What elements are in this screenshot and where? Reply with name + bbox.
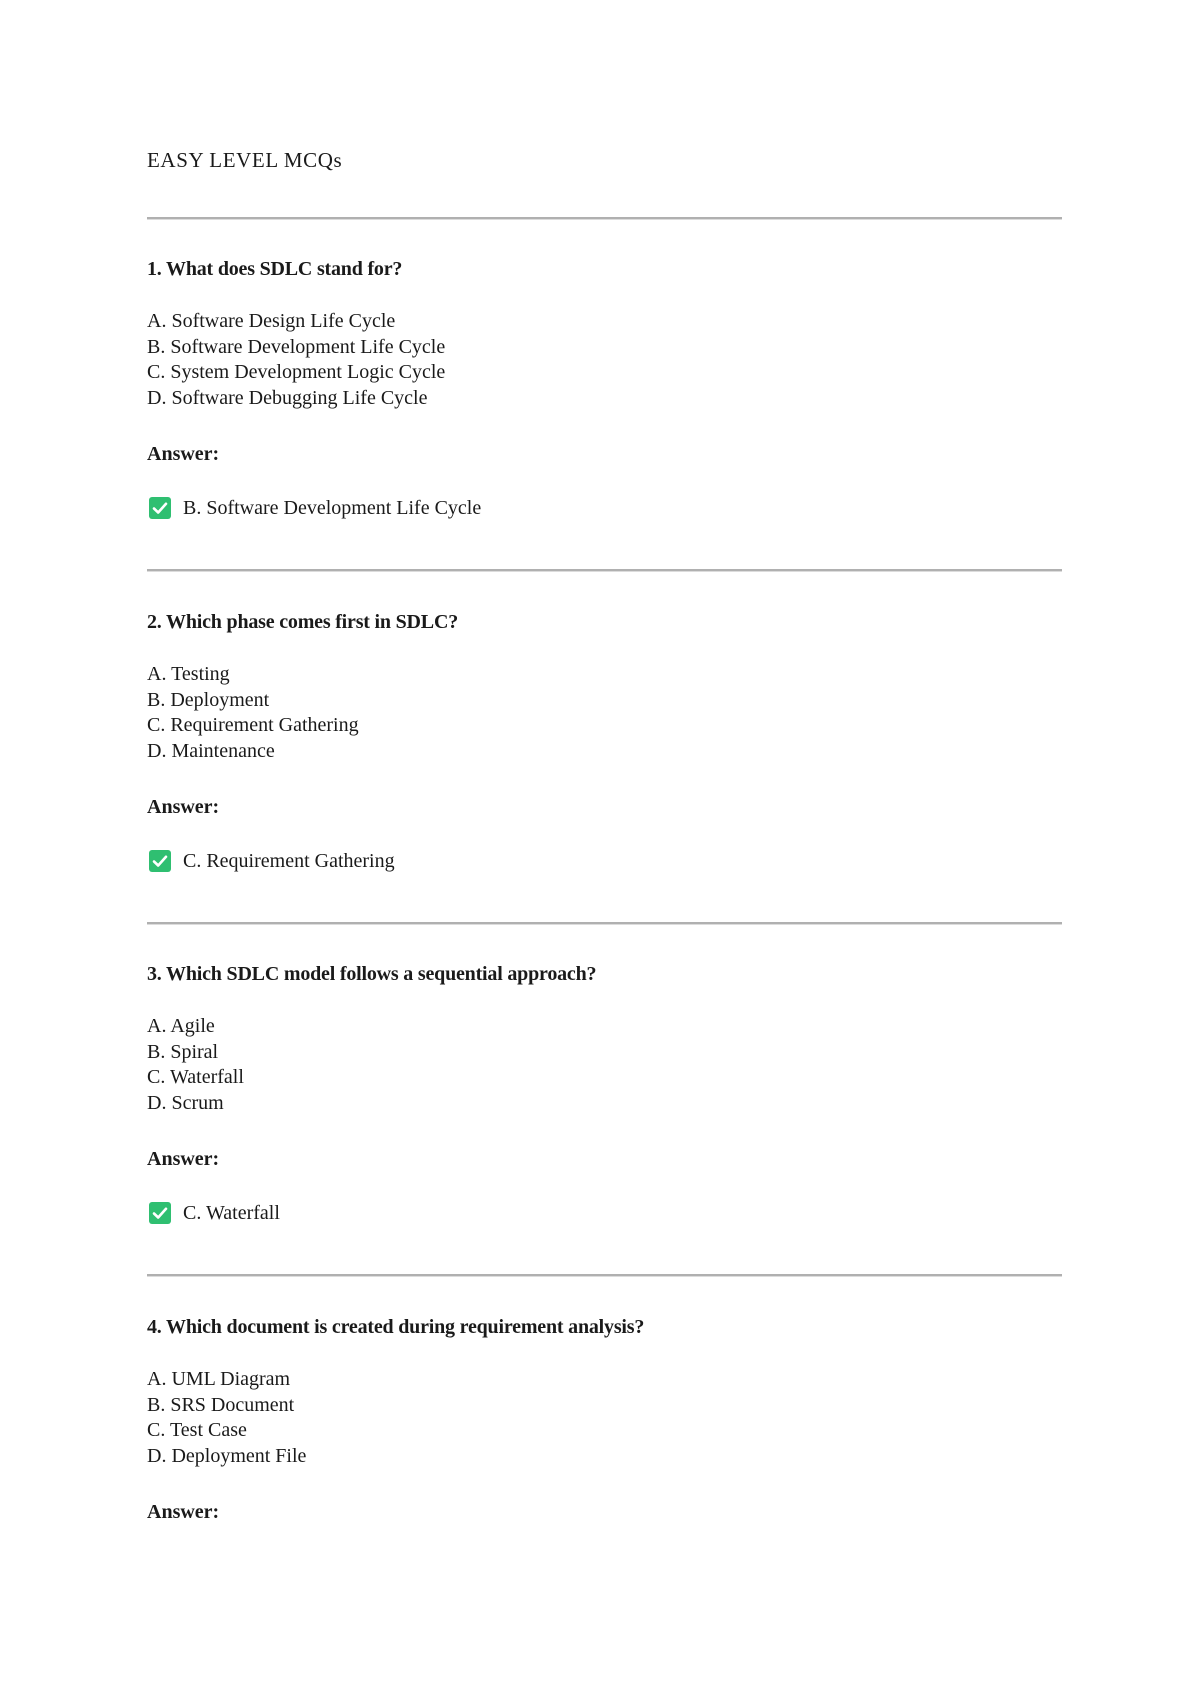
option-a: A. Testing: [147, 663, 230, 685]
option-b: B. Software Development Life Cycle: [147, 335, 446, 358]
option-c: C. Waterfall: [147, 1066, 244, 1089]
option-b: B. SRS Document: [147, 1393, 295, 1416]
option-c: C. Test Case: [147, 1419, 247, 1442]
answer: [149, 1200, 280, 1226]
question-text: 2. Which phase comes first in SDLC?: [147, 611, 458, 633]
option-d: D. Software Debugging Life Cycle: [147, 386, 428, 409]
option-d: D. Maintenance: [147, 739, 275, 762]
answer: [149, 495, 481, 521]
options-list: [147, 1014, 244, 1116]
option-d: D. Scrum: [147, 1091, 224, 1114]
question-1: [147, 256, 1062, 519]
option-a: A. Software Design Life Cycle: [147, 310, 396, 332]
question-2: [147, 609, 1062, 872]
white-check-mark-icon: [149, 497, 171, 519]
white-check-mark-icon: [149, 1202, 171, 1224]
divider: [147, 1274, 1062, 1277]
answer-text: C. Waterfall: [183, 1202, 280, 1224]
answer: [149, 848, 395, 874]
divider: [147, 569, 1062, 572]
answer-text: B. Software Development Life Cycle: [183, 497, 482, 519]
option-b: B. Spiral: [147, 1040, 219, 1063]
answer-label: Answer:: [147, 1501, 220, 1523]
options-list: [147, 309, 445, 411]
question-4: [147, 1314, 1062, 1523]
option-d: D. Deployment File: [147, 1444, 307, 1467]
option-c: C. Requirement Gathering: [147, 714, 359, 737]
divider: [147, 922, 1062, 925]
white-check-mark-icon: [149, 850, 171, 872]
divider: [147, 217, 1062, 220]
option-a: A. Agile: [147, 1015, 215, 1037]
option-b: B. Deployment: [147, 688, 270, 711]
answer-text: C. Requirement Gathering: [183, 850, 395, 872]
option-a: A. UML Diagram: [147, 1368, 291, 1390]
document-title: EASY LEVEL MCQs: [147, 148, 343, 172]
options-list: [147, 1367, 306, 1469]
question-text: 3. Which SDLC model follows a sequential approach?: [147, 963, 597, 985]
option-c: C. System Development Logic Cycle: [147, 361, 446, 384]
answer-label: Answer:: [147, 1148, 220, 1170]
question-3: [147, 961, 1062, 1224]
answer-label: Answer:: [147, 796, 220, 818]
question-text: 1. What does SDLC stand for?: [147, 258, 403, 280]
options-list: [147, 662, 359, 764]
answer-label: Answer:: [147, 443, 220, 465]
question-text: 4. Which document is created during requirement analysis?: [147, 1316, 645, 1338]
